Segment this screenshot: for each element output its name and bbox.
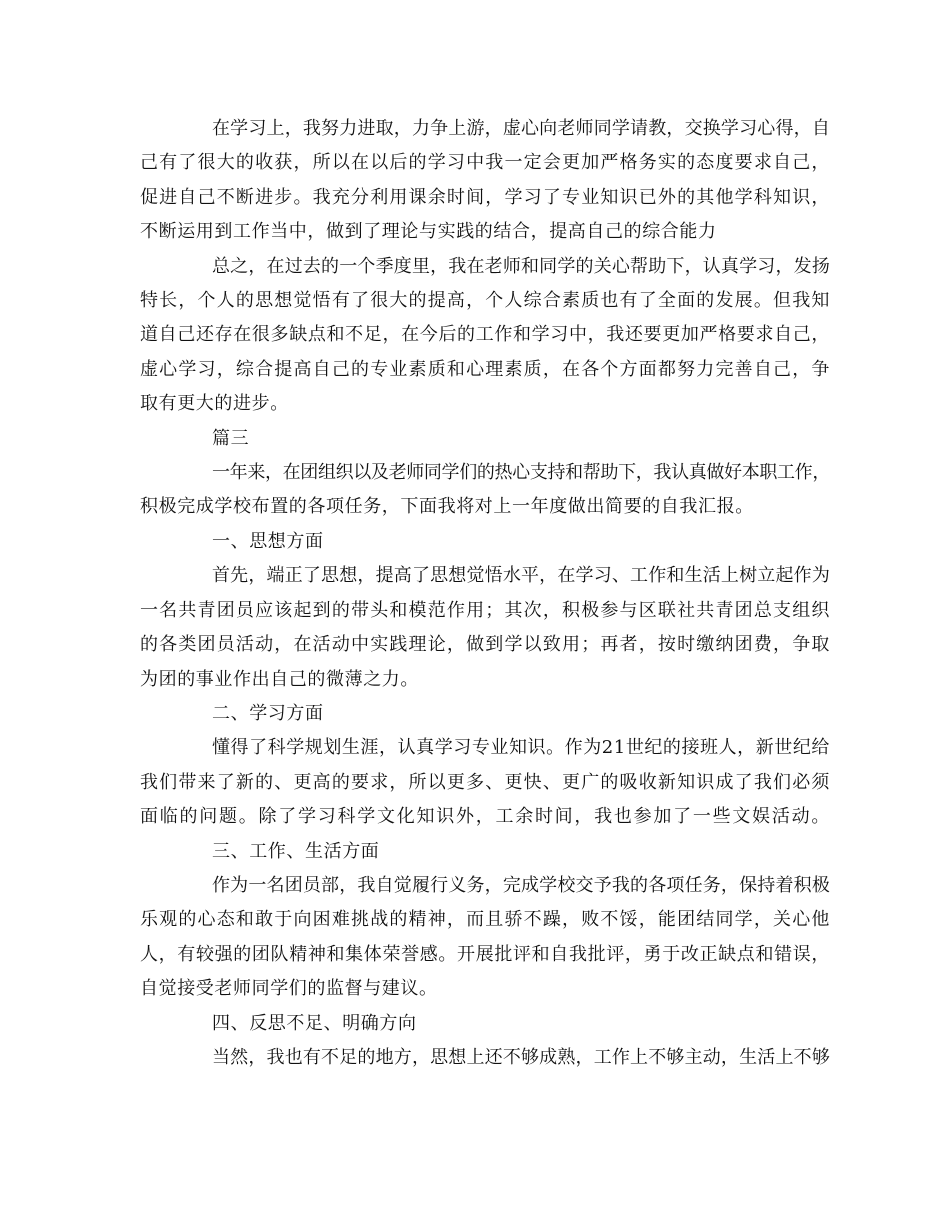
text-line: 一名共青团员应该起到的带头和模范作用；其次，积极参与区联社共青团总支组织 bbox=[140, 599, 831, 621]
text-line: 篇三 bbox=[212, 427, 250, 449]
text-line: 为团的事业作出自己的微薄之力。 bbox=[140, 668, 419, 690]
document-page bbox=[140, 112, 830, 1075]
text-line: 四、反思不足、明确方向 bbox=[212, 1012, 417, 1034]
section-heading bbox=[140, 835, 830, 869]
paragraph bbox=[140, 869, 830, 1007]
text-line: 己有了很大的收获，所以在以后的学习中我一定会更加严格务实的态度要求自己， bbox=[140, 152, 831, 174]
text-line: 一年来，在团组织以及老师同学们的热心支持和帮助下，我认真做好本职工作， bbox=[212, 462, 830, 484]
paragraph bbox=[140, 1041, 830, 1075]
text-line: 取有更大的进步。 bbox=[140, 393, 289, 415]
text-line: 不断运用到工作当中，做到了理论与实践的结合，提高自己的综合能力 bbox=[140, 221, 717, 243]
text-line: 懂得了科学规划生涯，认真学习专业知识。作为21世纪的接班人，新世纪给 bbox=[212, 737, 830, 759]
section-heading bbox=[140, 697, 830, 731]
paragraph bbox=[140, 559, 830, 697]
text-line: 虚心学习，综合提高自己的专业素质和心理素质，在各个方面都努力完善自己，争 bbox=[140, 358, 831, 380]
text-line: 一、思想方面 bbox=[212, 530, 324, 552]
section-heading bbox=[140, 422, 830, 456]
text-line: 三、工作、生活方面 bbox=[212, 840, 380, 862]
text-line: 当然，我也有不足的地方，思想上还不够成熟，工作上不够主动，生活上不够 bbox=[212, 1046, 830, 1068]
text-line: 道自己还存在很多缺点和不足，在今后的工作和学习中，我还要更加严格要求自己， bbox=[140, 324, 831, 346]
text-line: 在学习上，我努力进取，力争上游，虚心向老师同学请教，交换学习心得，自 bbox=[212, 118, 830, 139]
text-line: 的各类团员活动，在活动中实践理论，做到学以致用；再者，按时缴纳团费，争取 bbox=[140, 634, 831, 656]
text-line: 特长，个人的思想觉悟有了很大的提高，个人综合素质也有了全面的发展。但我知 bbox=[140, 290, 831, 312]
paragraph bbox=[140, 250, 830, 422]
paragraph bbox=[140, 456, 830, 525]
text-line: 乐观的心态和敢于向困难挑战的精神，而且骄不躁，败不馁，能团结同学，关心他 bbox=[140, 909, 831, 931]
text-line: 促进自己不断进步。我充分利用课余时间，学习了专业知识已外的其他学科知识， bbox=[140, 186, 831, 208]
section-heading bbox=[140, 1007, 830, 1041]
text-line: 首先，端正了思想，提高了思想觉悟水平，在学习、工作和生活上树立起作为 bbox=[212, 565, 830, 587]
text-line: 面临的问题。除了学习科学文化知识外，工余时间，我也参加了一些文娱活动。 bbox=[140, 806, 832, 828]
section-heading bbox=[140, 525, 830, 559]
paragraph bbox=[140, 112, 830, 250]
text-line: 积极完成学校布置的各项任务，下面我将对上一年度做出简要的自我汇报。 bbox=[140, 496, 754, 518]
text-line: 自觉接受老师同学们的监督与建议。 bbox=[140, 978, 438, 1000]
text-line: 总之，在过去的一个季度里，我在老师和同学的关心帮助下，认真学习，发扬 bbox=[212, 255, 830, 277]
paragraph bbox=[140, 731, 830, 834]
text-line: 人，有较强的团队精神和集体荣誉感。开展批评和自我批评，勇于改正缺点和错误， bbox=[140, 943, 831, 965]
text-line: 作为一名团员部，我自觉履行义务，完成学校交予我的各项任务，保持着积极 bbox=[212, 874, 830, 896]
text-line: 二、学习方面 bbox=[212, 702, 324, 724]
text-line: 我们带来了新的、更高的要求，所以更多、更快、更广的吸收新知识成了我们必须 bbox=[140, 771, 831, 793]
